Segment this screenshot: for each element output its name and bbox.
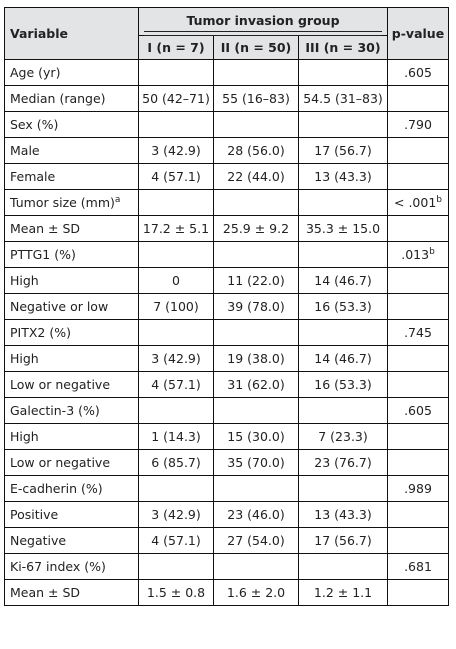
- pvalue-cell: [388, 502, 449, 528]
- group-i-cell: [139, 476, 214, 502]
- row-label-cell: [5, 268, 139, 294]
- row-label-cell: [5, 242, 139, 268]
- group-ii-cell: [214, 242, 299, 268]
- group-i-cell: 3 (42.9): [139, 502, 214, 528]
- group-iii-cell: 14 (46.7): [299, 268, 388, 294]
- row-label-cell: [5, 372, 139, 398]
- group-i-cell: 6 (85.7): [139, 450, 214, 476]
- table-row: [5, 398, 449, 424]
- row-label: Female: [10, 169, 56, 184]
- row-label: Galectin-3 (%): [10, 403, 100, 418]
- group-iii-header: III (n = 30): [299, 36, 388, 60]
- row-label-cell: [5, 86, 139, 112]
- group-ii-cell: 31 (62.0): [214, 372, 299, 398]
- table-row: [5, 216, 449, 242]
- group-ii-cell: [214, 60, 299, 86]
- row-label-cell: [5, 554, 139, 580]
- group-i-cell: [139, 190, 214, 216]
- row-label-cell: [5, 450, 139, 476]
- pvalue-cell: [388, 398, 449, 424]
- group-ii-cell: 25.9 ± 9.2: [214, 216, 299, 242]
- group-iii-cell: [299, 60, 388, 86]
- row-label-cell: [5, 346, 139, 372]
- group-i-cell: [139, 554, 214, 580]
- group-ii-cell: 11 (22.0): [214, 268, 299, 294]
- group-ii-cell: [214, 476, 299, 502]
- group-iii-cell: [299, 398, 388, 424]
- pvalue-cell: [388, 554, 449, 580]
- group-iii-cell: 16 (53.3): [299, 294, 388, 320]
- pvalue-cell: [388, 60, 449, 86]
- pvalue-text: .790: [404, 117, 432, 132]
- group-i-cell: [139, 60, 214, 86]
- footnote-marker: a: [114, 194, 121, 205]
- group-ii-cell: 1.6 ± 2.0: [214, 580, 299, 606]
- group-ii-cell: 28 (56.0): [214, 138, 299, 164]
- row-label-cell: [5, 320, 139, 346]
- group-ii-cell: [214, 398, 299, 424]
- row-label: Male: [10, 143, 40, 158]
- row-label-cell: [5, 294, 139, 320]
- pvalue-cell: [388, 528, 449, 554]
- group-iii-cell: 7 (23.3): [299, 424, 388, 450]
- pvalue-cell: [388, 138, 449, 164]
- row-label: PTTG1 (%): [10, 247, 76, 262]
- table-row: [5, 112, 449, 138]
- table-row: [5, 60, 449, 86]
- row-label-cell: [5, 190, 139, 216]
- group-i-cell: 4 (57.1): [139, 372, 214, 398]
- group-iii-cell: [299, 190, 388, 216]
- table-row: [5, 190, 449, 216]
- table-wrapper: [4, 7, 449, 606]
- group-i-cell: 3 (42.9): [139, 346, 214, 372]
- group-i-cell: [139, 242, 214, 268]
- row-label: Negative: [10, 533, 67, 548]
- row-label: Positive: [10, 507, 59, 522]
- pvalue-cell: [388, 294, 449, 320]
- group-i-cell: 4 (57.1): [139, 164, 214, 190]
- table-row: [5, 242, 449, 268]
- table-row: [5, 294, 449, 320]
- variable-header: Variable: [5, 8, 139, 60]
- row-label-cell: [5, 60, 139, 86]
- group-i-cell: 7 (100): [139, 294, 214, 320]
- row-label: Mean ± SD: [10, 221, 81, 236]
- group-ii-cell: [214, 190, 299, 216]
- group-iii-cell: [299, 112, 388, 138]
- group-ii-cell: 22 (44.0): [214, 164, 299, 190]
- group-ii-cell: 55 (16–83): [214, 86, 299, 112]
- row-label: High: [10, 429, 39, 444]
- group-iii-cell: [299, 476, 388, 502]
- group-ii-cell: [214, 320, 299, 346]
- pvalue-cell: [388, 424, 449, 450]
- header-row-top: [5, 8, 449, 36]
- pvalue-cell: [388, 372, 449, 398]
- pvalue-text: .745: [404, 325, 432, 340]
- pvalue-cell: [388, 580, 449, 606]
- group-i-cell: 1.5 ± 0.8: [139, 580, 214, 606]
- row-label: Mean ± SD: [10, 585, 81, 600]
- group-i-header: I (n = 7): [139, 36, 214, 60]
- pvalue-cell: [388, 190, 449, 216]
- pvalue-cell: [388, 346, 449, 372]
- row-label: Low or negative: [10, 455, 111, 470]
- group-iii-cell: 13 (43.3): [299, 164, 388, 190]
- row-label: High: [10, 351, 39, 366]
- pvalue-text: .605: [404, 403, 432, 418]
- pvalue-cell: [388, 476, 449, 502]
- group-i-cell: 0: [139, 268, 214, 294]
- pvalue-cell: [388, 320, 449, 346]
- group-i-cell: [139, 320, 214, 346]
- group-iii-cell: [299, 554, 388, 580]
- pvalue-text: .013: [401, 247, 430, 263]
- row-label-cell: [5, 424, 139, 450]
- pvalue-text: .605: [404, 65, 432, 80]
- group-iii-cell: 17 (56.7): [299, 138, 388, 164]
- pvalue-cell: [388, 86, 449, 112]
- pvalue-cell: [388, 216, 449, 242]
- row-label: Median (range): [10, 91, 106, 106]
- row-label-cell: [5, 528, 139, 554]
- pvalue-cell: [388, 164, 449, 190]
- table-row: [5, 424, 449, 450]
- row-label: Low or negative: [10, 377, 111, 392]
- pvalue-text: .681: [404, 559, 432, 574]
- pvalue-cell: [388, 242, 449, 268]
- group-header: [139, 8, 388, 36]
- table-body: [5, 60, 449, 606]
- group-iii-cell: 13 (43.3): [299, 502, 388, 528]
- group-i-cell: 50 (42–71): [139, 86, 214, 112]
- row-label: Negative or low: [10, 299, 109, 314]
- group-iii-cell: [299, 242, 388, 268]
- pvalue-text: < .001: [394, 195, 437, 211]
- pvalue-cell: [388, 450, 449, 476]
- row-label: Age (yr): [10, 65, 61, 80]
- table-row: [5, 346, 449, 372]
- table-row: [5, 138, 449, 164]
- group-ii-cell: 35 (70.0): [214, 450, 299, 476]
- group-iii-cell: 14 (46.7): [299, 346, 388, 372]
- group-iii-cell: 17 (56.7): [299, 528, 388, 554]
- footnote-marker: b: [429, 246, 435, 257]
- group-i-cell: [139, 398, 214, 424]
- row-label-cell: [5, 138, 139, 164]
- group-double-rule: [144, 31, 382, 36]
- pvalue-cell: [388, 268, 449, 294]
- group-i-cell: 17.2 ± 5.1: [139, 216, 214, 242]
- row-label: PITX2 (%): [10, 325, 71, 340]
- pvalue-header: p-value: [388, 8, 449, 60]
- group-i-cell: [139, 112, 214, 138]
- table-row: [5, 268, 449, 294]
- table-row: [5, 580, 449, 606]
- table-row: [5, 528, 449, 554]
- group-ii-cell: 23 (46.0): [214, 502, 299, 528]
- row-label-cell: [5, 398, 139, 424]
- table-header: [5, 8, 449, 60]
- pvalue-cell: [388, 112, 449, 138]
- group-iii-cell: 35.3 ± 15.0: [299, 216, 388, 242]
- group-iii-cell: 23 (76.7): [299, 450, 388, 476]
- row-label: E-cadherin (%): [10, 481, 103, 496]
- table-row: [5, 372, 449, 398]
- group-ii-cell: [214, 554, 299, 580]
- group-iii-cell: [299, 320, 388, 346]
- row-label-cell: [5, 502, 139, 528]
- group-ii-header: II (n = 50): [214, 36, 299, 60]
- group-iii-cell: 1.2 ± 1.1: [299, 580, 388, 606]
- group-ii-cell: 39 (78.0): [214, 294, 299, 320]
- row-label-cell: [5, 580, 139, 606]
- group-header-label: Tumor invasion group: [186, 13, 340, 28]
- row-label: Ki-67 index (%): [10, 559, 106, 574]
- table-row: [5, 164, 449, 190]
- table-row: [5, 86, 449, 112]
- group-ii-cell: [214, 112, 299, 138]
- group-iii-cell: 54.5 (31–83): [299, 86, 388, 112]
- row-label-cell: [5, 112, 139, 138]
- footnote-marker: b: [436, 194, 442, 205]
- row-label-cell: [5, 164, 139, 190]
- group-i-cell: 1 (14.3): [139, 424, 214, 450]
- table-row: [5, 476, 449, 502]
- group-ii-cell: 19 (38.0): [214, 346, 299, 372]
- table-row: [5, 554, 449, 580]
- table-row: [5, 450, 449, 476]
- table-row: [5, 320, 449, 346]
- table-row: [5, 502, 449, 528]
- row-label: High: [10, 273, 39, 288]
- group-ii-cell: 27 (54.0): [214, 528, 299, 554]
- row-label: Tumor size (mm): [10, 195, 115, 211]
- row-label: Sex (%): [10, 117, 59, 132]
- row-label-cell: [5, 216, 139, 242]
- tumor-invasion-table: [4, 7, 449, 606]
- pvalue-text: .989: [404, 481, 432, 496]
- row-label-cell: [5, 476, 139, 502]
- group-i-cell: 3 (42.9): [139, 138, 214, 164]
- group-i-cell: 4 (57.1): [139, 528, 214, 554]
- group-iii-cell: 16 (53.3): [299, 372, 388, 398]
- group-ii-cell: 15 (30.0): [214, 424, 299, 450]
